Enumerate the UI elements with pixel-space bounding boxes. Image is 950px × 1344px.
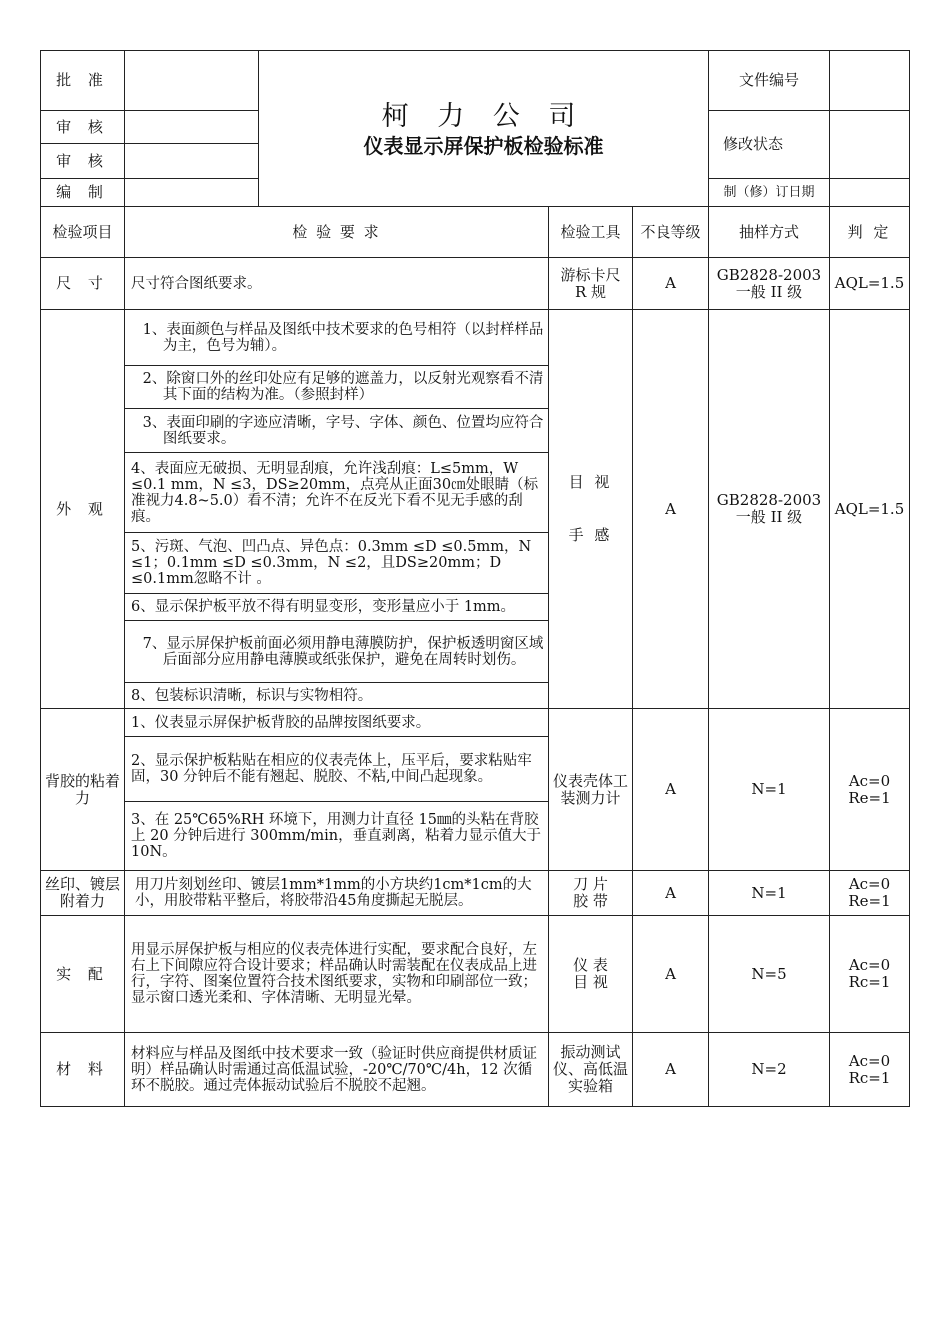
row-adhesive-judge-re: Re=1 <box>848 788 891 807</box>
review-label-2: 审 核 <box>40 143 125 179</box>
row-appearance-tool-touch: 手 感 <box>568 526 613 544</box>
review-value-1 <box>124 110 259 144</box>
document-title-block <box>258 50 709 207</box>
row-print-grade: A <box>632 870 709 916</box>
rev-date-label: 制（修）订日期 <box>708 178 830 207</box>
document-title: 仪表显示屏保护板检验标准 <box>363 134 604 158</box>
row-size-tool: 游标卡尺 R 规 <box>548 257 633 310</box>
col-header-tool: 检验工具 <box>548 206 633 258</box>
row-adhesive-judge-ac: Ac=0 <box>848 771 891 790</box>
row-fit-item: 实 配 <box>40 915 125 1033</box>
row-size-grade: A <box>632 257 709 310</box>
row-print-tool-blade: 刀 片 <box>573 875 608 893</box>
revision-label: 修改状态 <box>708 110 830 179</box>
row-material-requirement: 材料应与样品及图纸中技术要求一致（验证时供应商提供材质证明）样品确认时需通过高低温试验，-20℃/70℃/4h，12 次循环不脱胶。通过壳体振动试验后不脱胶不起翘。 <box>124 1032 549 1107</box>
company-name: 柯 力 公 司 <box>381 101 586 132</box>
row-material-judge-ac: Ac=0 <box>848 1051 891 1070</box>
row-appearance-req-3: 3、表面印刷的字迹应清晰，字号、字体、颜色、位置均应符合图纸要求。 <box>124 408 549 453</box>
col-header-requirement: 检 验 要 求 <box>124 206 549 258</box>
prepare-label: 编 制 <box>40 178 125 207</box>
doc-no-value <box>829 50 910 111</box>
row-material-judge-rc: Rc=1 <box>848 1068 891 1087</box>
row-adhesive-grade: A <box>632 708 709 871</box>
row-adhesive-req-3: 3、在 25℃65%RH 环境下，用测力计直径 15㎜的头粘在背胶上 20 分钟后进行 300mm/min，垂直剥离，粘着力显示值大于 10N。 <box>124 801 549 871</box>
row-print-judge-re: Re=1 <box>848 892 891 910</box>
row-print-requirement: 用刀片刻划丝印、镀层1mm*1mm的小方块约1cm*1cm的大小，用胶带粘平整后，将胶带沿45角度撕起无脱层。 <box>124 870 549 916</box>
row-size-requirement: 尺寸符合图纸要求。 <box>124 257 549 310</box>
row-appearance-tool-visual: 目 视 <box>568 473 613 491</box>
revision-value <box>829 110 910 179</box>
row-appearance-req-8: 8、包装标识清晰，标识与实物相符。 <box>124 682 549 709</box>
row-material-item: 材 料 <box>40 1032 125 1107</box>
col-header-item: 检验项目 <box>40 206 125 258</box>
row-fit-judge-ac: Ac=0 <box>848 956 891 974</box>
approve-label: 批 准 <box>40 50 125 111</box>
row-appearance-judge: AQL=1.5 <box>829 309 910 709</box>
row-appearance-req-5: 5、污斑、气泡、凹凸点、异色点：0.3mm ≤D ≤0.5mm，N ≤1；0.1mm ≤D ≤0.3mm，N ≤2，且DS≥20mm；D ≤0.1mm忽略不计 。 <box>124 532 549 594</box>
review-label-1: 审 核 <box>40 110 125 144</box>
row-size-sampling-standard: GB2828-2003 <box>716 265 822 284</box>
row-material-judge <box>829 1032 910 1107</box>
row-material-sampling: N=2 <box>708 1032 830 1107</box>
row-fit-tool-visual: 目 视 <box>573 973 608 991</box>
review-value-2 <box>124 143 259 179</box>
row-appearance-req-6: 6、显示保护板平放不得有明显变形，变形量应小于 1mm。 <box>124 593 549 621</box>
row-fit-judge-rc: Rc=1 <box>848 973 891 991</box>
row-fit-tool-meter: 仪 表 <box>573 956 608 974</box>
row-print-sampling: N=1 <box>708 870 830 916</box>
row-adhesive-tool: 仪表壳体工装测力计 <box>548 708 633 871</box>
row-appearance-sampling-standard: GB2828-2003 <box>716 491 822 509</box>
doc-no-label: 文件编号 <box>708 50 830 111</box>
row-print-item: 丝印、镀层附着力 <box>40 870 125 916</box>
row-appearance-req-4: 4、表面应无破损、无明显刮痕，允许浅刮痕：L≤5mm，W ≤0.1 mm，N ≤3，DS≥20mm，点亮从正面30㎝处眼睛（标准视力4.8~5.0）看不清；允许不在反光下看不见无手感的刮痕。 <box>124 452 549 533</box>
row-material-grade: A <box>632 1032 709 1107</box>
col-header-grade: 不良等级 <box>632 206 709 258</box>
row-appearance-item: 外 观 <box>40 309 125 709</box>
row-print-judge-ac: Ac=0 <box>848 875 891 893</box>
row-appearance-sampling-level: 一般 II 级 <box>735 508 803 526</box>
row-material-tool: 振动测试仪、高低温实验箱 <box>548 1032 633 1107</box>
row-fit-tool <box>548 915 633 1033</box>
row-fit-sampling: N=5 <box>708 915 830 1033</box>
row-size-sampling <box>708 257 830 310</box>
row-size-judge: AQL=1.5 <box>829 257 910 310</box>
row-adhesive-sampling: N=1 <box>708 708 830 871</box>
prepare-value <box>124 178 259 207</box>
row-fit-grade: A <box>632 915 709 1033</box>
row-appearance-grade: A <box>632 309 709 709</box>
rev-date-value <box>829 178 910 207</box>
row-appearance-req-7: 7、显示屏保护板前面必须用静电薄膜防护，保护板透明窗区域后面部分应用静电薄膜或纸张保护，避免在周转时划伤。 <box>124 620 549 683</box>
row-print-tool-tape: 胶 带 <box>573 892 608 910</box>
col-header-sampling: 抽样方式 <box>708 206 830 258</box>
row-adhesive-item: 背胶的粘着力 <box>40 708 125 871</box>
row-fit-requirement: 用显示屏保护板与相应的仪表壳体进行实配，要求配合良好，左右上下间隙应符合设计要求；样品确认时需装配在仪表成品上进行，字符、图案位置符合技术图纸要求，实物和印刷部位一致；显示窗口透光柔和、字体清晰、无明显光晕。 <box>124 915 549 1033</box>
row-adhesive-req-2: 2、显示保护板粘贴在相应的仪表壳体上，压平后，要求粘贴牢固，30 分钟后不能有翘起、脱胶、不粘,中间凸起现象。 <box>124 736 549 802</box>
row-print-judge <box>829 870 910 916</box>
row-appearance-req-2: 2、除窗口外的丝印处应有足够的遮盖力，以反射光观察看不清其下面的结构为准。（参照封样） <box>124 365 549 409</box>
row-print-tool <box>548 870 633 916</box>
row-adhesive-judge <box>829 708 910 871</box>
col-header-judge: 判 定 <box>829 206 910 258</box>
row-appearance-req-1: 1、表面颜色与样品及图纸中技术要求的色号相符（以封样样品为主，色号为辅）。 <box>124 309 549 366</box>
row-appearance-sampling <box>708 309 830 709</box>
row-size-item: 尺 寸 <box>40 257 125 310</box>
row-fit-judge <box>829 915 910 1033</box>
row-adhesive-req-1: 1、仪表显示屏保护板背胶的品牌按图纸要求。 <box>124 708 549 737</box>
row-appearance-tool <box>548 309 633 709</box>
row-size-sampling-level: 一般 II 级 <box>735 282 803 301</box>
approve-value <box>124 50 259 111</box>
